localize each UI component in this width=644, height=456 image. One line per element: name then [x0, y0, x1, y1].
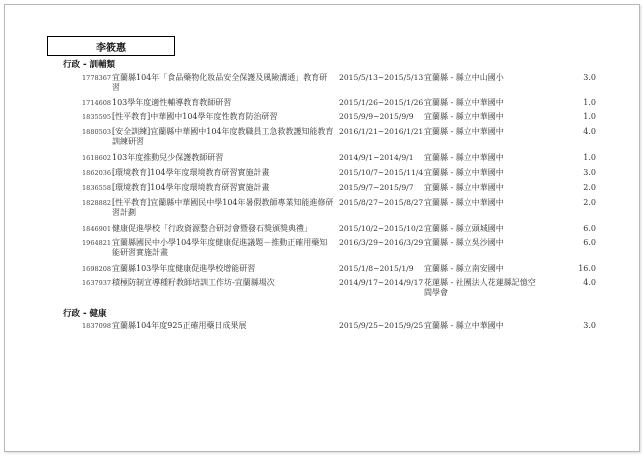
hours: 3.0: [583, 168, 596, 177]
course-title: [環境教育]104學年度環境教育研習實施計畫: [112, 183, 270, 192]
date-range: 2015/9/7~2015/9/7: [339, 183, 414, 192]
record-id: 1778367: [82, 74, 111, 82]
record-id: 1880503: [82, 128, 111, 136]
record-id: 1836558: [82, 184, 111, 192]
hours: 1.0: [583, 98, 596, 107]
date-range: 2014/9/17~2014/9/17: [339, 278, 424, 287]
hours: 6.0: [583, 224, 596, 233]
date-range: 2015/10/2~2015/10/2: [339, 224, 424, 233]
hours: 3.0: [583, 321, 596, 330]
organizer: 宜蘭縣 - 縣立中華國中: [424, 321, 504, 330]
organizer: 宜蘭縣 - 縣立中華國中: [424, 168, 504, 177]
date-range: 2015/9/9~2015/9/9: [339, 112, 414, 121]
organizer: 花蓮縣 - 社團法人花蓮縣記憶空間學會: [424, 278, 536, 297]
date-range: 2015/1/8~2015/1/9: [339, 264, 414, 273]
course-title: 宜蘭縣104年度925正確用藥日成果展: [112, 321, 247, 330]
course-title: [性平教育]宜蘭縣中華國民中學104年暑假教師專業知能進修研習計劃: [112, 198, 334, 217]
organizer: 宜蘭縣 - 縣立中華國中: [424, 98, 504, 107]
course-title: 健康促進學校「行政資源整合研討會暨發石獎頒獎典禮」: [112, 224, 312, 233]
record-id: 1828882: [82, 199, 111, 207]
hours: 16.0: [578, 264, 596, 273]
organizer: 宜蘭縣 - 縣立中華國中: [424, 183, 504, 192]
hours: 4.0: [583, 127, 596, 136]
hours: 6.0: [583, 238, 596, 247]
course-title: 103年度推動兒少保護教師研習: [112, 153, 224, 162]
hours: 1.0: [583, 153, 596, 162]
record-id: 1714608: [82, 99, 111, 107]
date-range: 2015/8/27~2015/8/27: [339, 198, 424, 207]
date-range: 2016/1/21~2016/1/21: [339, 127, 424, 136]
record-id: 1618602: [82, 154, 111, 162]
section-title: 行政 - 健康: [63, 309, 107, 319]
date-range: 2015/5/13~2015/5/13: [339, 73, 424, 82]
record-id: 1637937: [82, 279, 111, 287]
date-range: 2015/1/26~2015/1/26: [339, 98, 424, 107]
record-id: 1846901: [82, 225, 111, 233]
course-title: [安全訓練]宜蘭縣中華國中104年度教職員工急救教護知能教育訓練研習: [112, 127, 334, 146]
organizer: 宜蘭縣 - 縣立中華國中: [424, 127, 504, 136]
organizer: 宜蘭縣 - 縣立中華國中: [424, 153, 504, 162]
section-title: 行政 - 訓輔類: [63, 60, 115, 70]
course-title: 103學年度適性輔導教育教師研習: [112, 98, 232, 107]
hours: 4.0: [583, 278, 596, 287]
hours: 2.0: [583, 183, 596, 192]
person-name-box: [47, 36, 175, 56]
hours: 1.0: [583, 112, 596, 121]
date-range: 2014/9/1~2014/9/1: [339, 153, 414, 162]
course-title: 積極防制宣導種籽教師培訓工作坊-宜蘭縣場次: [112, 278, 275, 287]
organizer: 宜蘭縣 - 縣立頭城國中: [424, 224, 504, 233]
course-title: 宜蘭縣104年「食品藥物化妝品安全保護及風險溝通」教育研習: [112, 73, 328, 92]
date-range: 2016/3/29~2016/3/29: [339, 238, 424, 247]
record-id: 1698208: [82, 265, 111, 273]
record-id: 1964821: [82, 239, 111, 247]
date-range: 2015/10/7~2015/11/4: [339, 168, 424, 177]
date-range: 2015/9/25~2015/9/25: [339, 321, 424, 330]
organizer: 宜蘭縣 - 縣立中山國小: [424, 73, 504, 82]
organizer: 宜蘭縣 - 縣立吳沙國中: [424, 238, 504, 247]
record-id: 1835595: [82, 113, 111, 121]
organizer: 宜蘭縣 - 縣立中華國中: [424, 198, 504, 207]
course-title: [環境教育]104學年度環境教育研習實施計畫: [112, 168, 270, 177]
record-id: 1862036: [82, 169, 111, 177]
course-title: [性平教育]中華國中104學年度性教育防治研習: [112, 112, 278, 121]
person-name: 李筱惠: [96, 42, 126, 54]
course-title: 宜蘭縣103學年度健康促進學校增能研習: [112, 264, 256, 273]
organizer: 宜蘭縣 - 縣立中華國中: [424, 112, 504, 121]
record-id: 1837098: [82, 322, 111, 330]
hours: 3.0: [583, 73, 596, 82]
course-title: 宜蘭縣國民中小學104學年度健康促進議題－推動正確用藥知能研習實施計畫: [112, 238, 328, 257]
hours: 2.0: [583, 198, 596, 207]
organizer: 宜蘭縣 - 縣立南安國中: [424, 264, 504, 273]
